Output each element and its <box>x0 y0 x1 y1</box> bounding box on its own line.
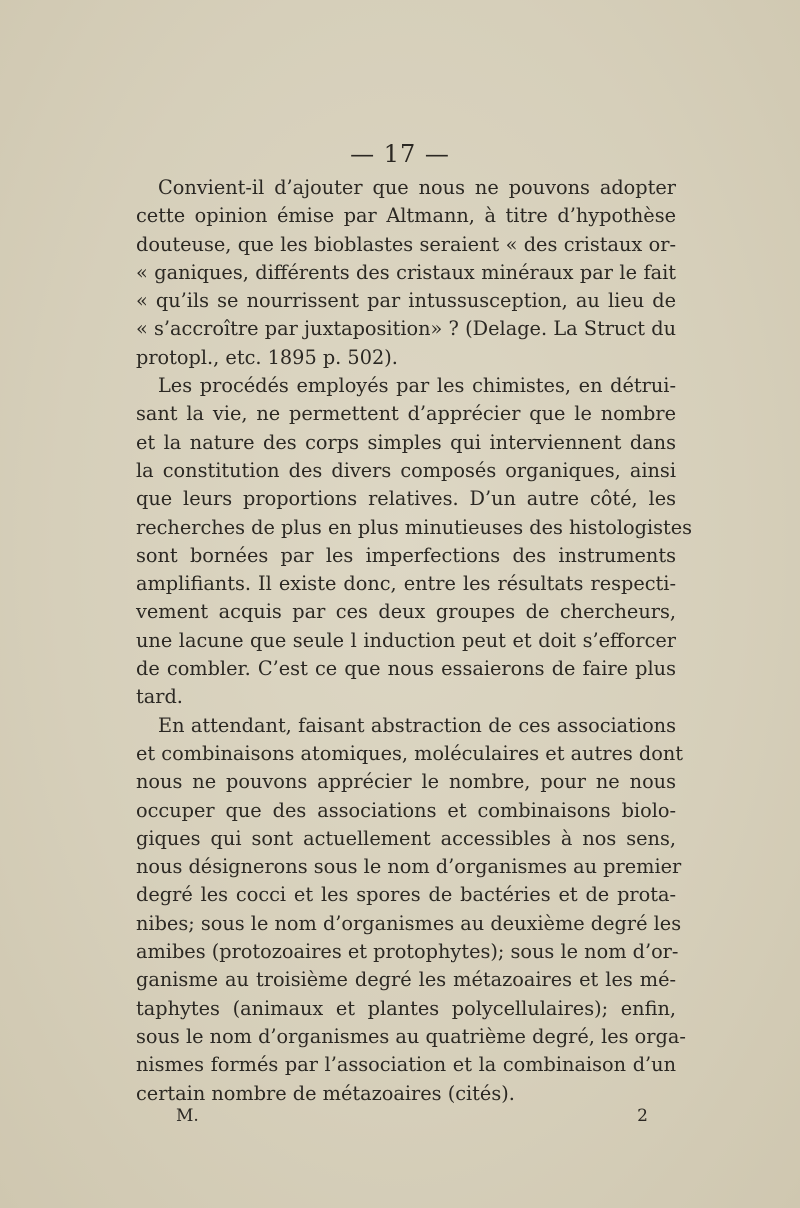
paragraph <box>136 372 693 712</box>
text-line: vement acquis par ces deux groupes de chercheurs, <box>136 600 676 624</box>
text-line: taphytes (animaux et plantes polycellulaires); enfin, <box>136 996 676 1020</box>
page-number: — 17 — <box>350 140 450 168</box>
text-line: sous le nom d’organismes au quatrième degré, les orga- <box>136 1024 686 1048</box>
text-line: que leurs proportions relatives. D’un autre côté, les <box>136 487 676 511</box>
text-line: douteuse, que les bioblastes seraient « des cristaux or- <box>136 232 676 256</box>
text-line: Convient-il d’ajouter que nous ne pouvons adopter <box>158 176 676 199</box>
paragraph <box>136 174 676 372</box>
text-line: de combler. C’est ce que nous essaierons de faire plus <box>136 657 676 681</box>
printer-signature: M. <box>176 1106 199 1126</box>
text-line: occuper que des associations et combinaisons biolo- <box>136 798 676 822</box>
text-line: et la nature des corps simples qui interviennent dans <box>136 430 676 454</box>
text-line: « s’accroître par juxtaposition» ? (Delage. La Struct du <box>136 317 676 341</box>
text-line: ganisme au troisième degré les métazoaires et les mé- <box>136 968 676 992</box>
paragraph <box>136 712 686 1108</box>
text-line: « ganiques, différents des cristaux minéraux par le fait <box>136 260 676 284</box>
text-line: protopl., etc. 1895 p. 502). <box>136 345 398 369</box>
text-line: cette opinion émise par Altmann, à titre d’hypothèse <box>136 204 676 228</box>
text-line: sant la vie, ne permettent d’apprécier que le nombre <box>136 402 676 426</box>
text-line: degré les cocci et les spores de bactéries et de prota- <box>136 883 676 907</box>
sheet-number: 2 <box>637 1106 648 1126</box>
text-line: la constitution des divers composés organiques, ainsi <box>136 458 676 482</box>
text-line: nismes formés par l’association et la combinaison d’un <box>136 1053 676 1077</box>
body-text <box>136 174 693 1108</box>
text-line: certain nombre de métazoaires (cités). <box>136 1081 515 1105</box>
text-line: une lacune que seule l induction peut et doit s’efforcer <box>136 628 676 652</box>
text-line: et combinaisons atomiques, moléculaires et autres dont <box>136 741 684 765</box>
text-line: Les procédés employés par les chimistes, en détrui- <box>158 374 676 398</box>
text-line: giques qui sont actuellement accessibles à nos sens, <box>136 826 676 850</box>
page-footer <box>176 1106 648 1126</box>
text-line: tard. <box>136 685 183 709</box>
text-line: amibes (protozoaires et protophytes); sous le nom d’or- <box>136 940 679 964</box>
text-line: nous désignerons sous le nom d’organismes au premier <box>136 855 682 879</box>
text-line: nibes; sous le nom d’organismes au deuxième degré les <box>136 911 682 935</box>
text-line: amplifiants. Il existe donc, entre les résultats respecti- <box>136 572 676 596</box>
text-line: En attendant, faisant abstraction de ces associations <box>158 713 676 737</box>
text-line: nous ne pouvons apprécier le nombre, pour ne nous <box>136 770 676 794</box>
text-line: recherches de plus en plus minutieuses des histologistes <box>136 515 693 539</box>
text-line: sont bornées par les imperfections des instruments <box>136 543 676 567</box>
text-line: « qu’ils se nourrissent par intussusception, au lieu de <box>136 289 676 313</box>
